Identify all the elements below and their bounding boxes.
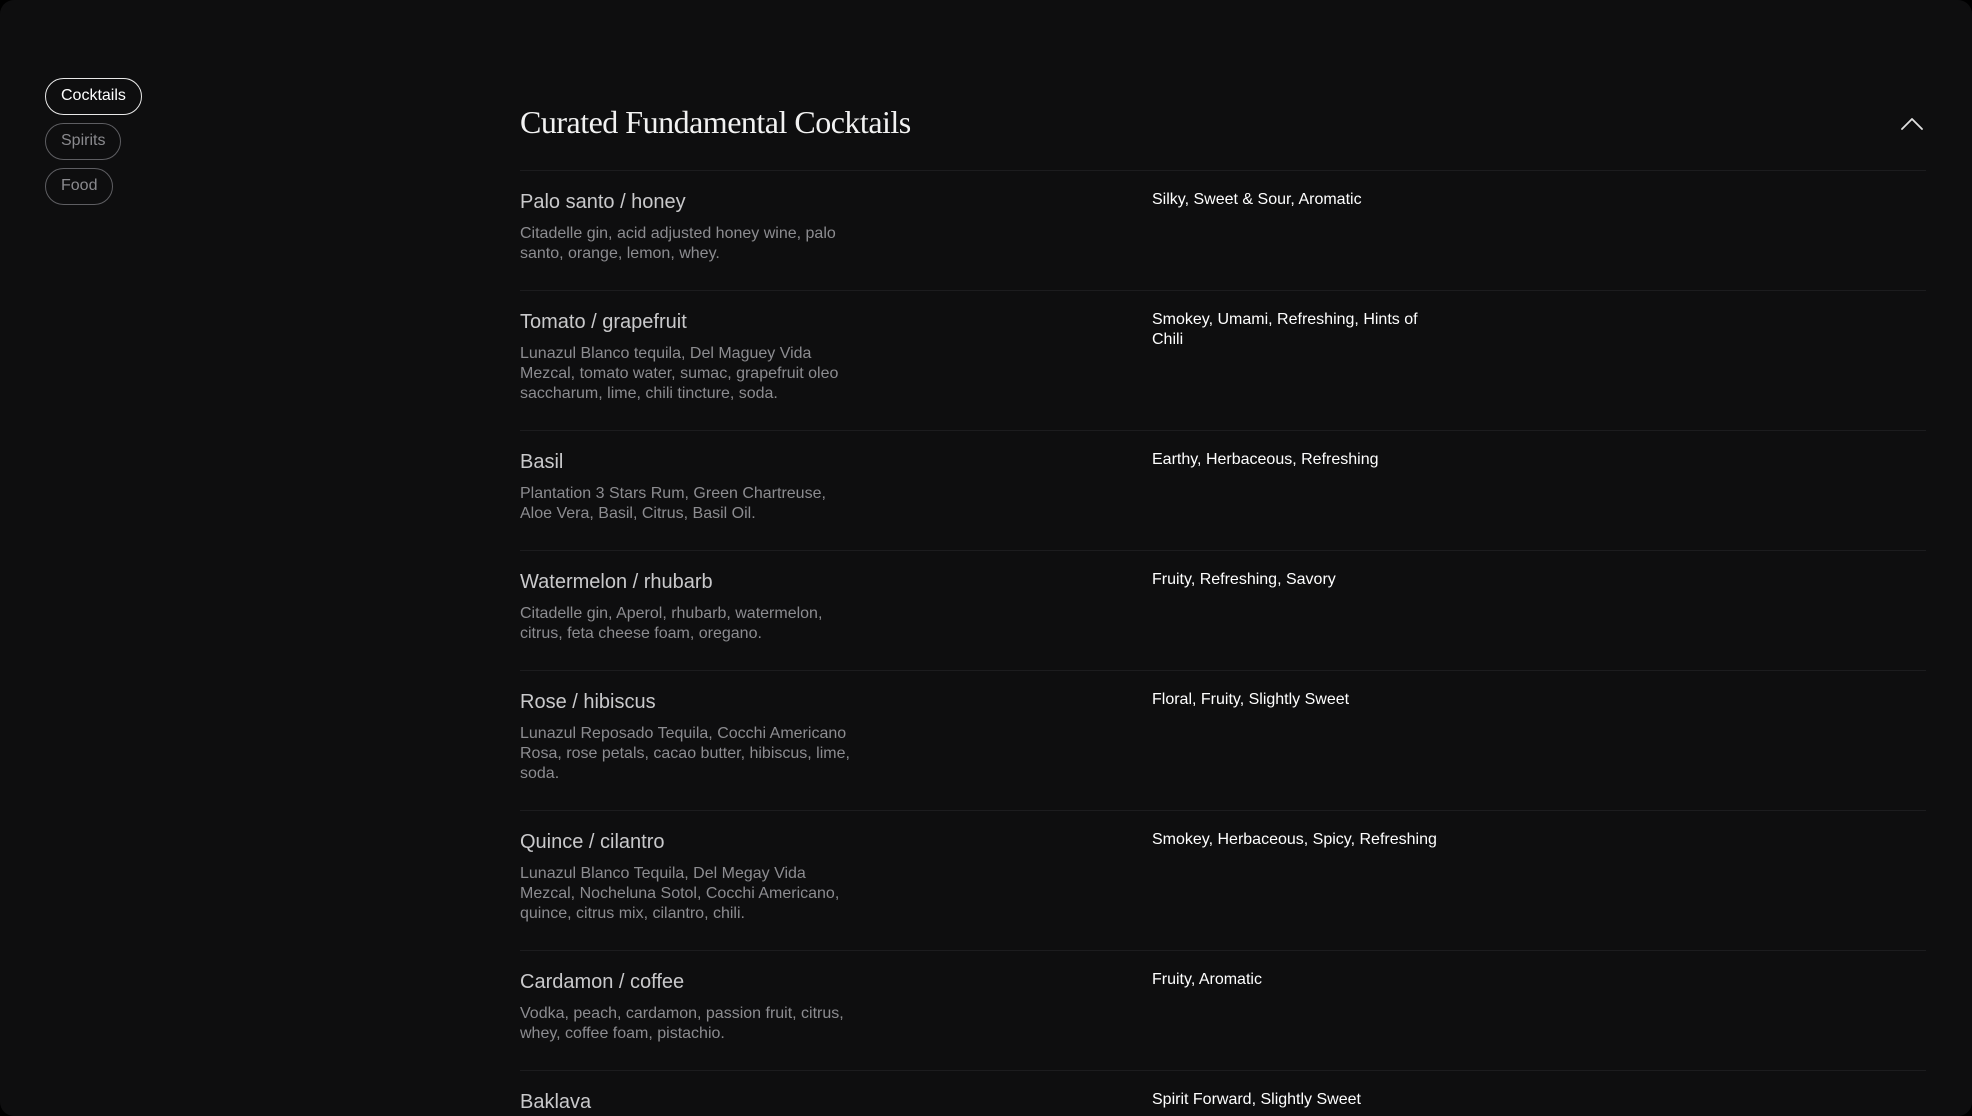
menu-item-details <box>520 450 860 524</box>
menu-item-flavor-notes: Earthy, Herbaceous, Refreshing <box>1152 451 1379 468</box>
menu-item <box>520 551 1926 671</box>
nav-pill-spirits[interactable]: Spirits <box>45 123 121 160</box>
nav-pill-cocktails[interactable]: Cocktails <box>45 78 142 115</box>
menu-item-description: Lunazul Reposado Tequila, Cocchi Americano Rosa, rose petals, cacao butter, hibiscus, lime, soda. <box>520 725 850 782</box>
menu-item-description: Lunazul Blanco Tequila, Del Megay Vida Mezcal, Nocheluna Sotol, Cocchi Americano, quince, citrus mix, cilantro, chili. <box>520 865 840 922</box>
category-nav <box>45 78 142 205</box>
menu-section <box>520 90 1926 1116</box>
menu-item <box>520 951 1926 1071</box>
menu-item-details <box>520 690 860 784</box>
menu-item-details <box>520 190 860 264</box>
menu-item-name: Watermelon / rhubarb <box>520 571 713 593</box>
menu-item-details <box>520 310 860 404</box>
menu-item-flavor-notes: Fruity, Aromatic <box>1152 971 1262 988</box>
menu-item-flavor-notes: Floral, Fruity, Slightly Sweet <box>1152 691 1350 708</box>
menu-item <box>520 1071 1926 1116</box>
section-title: Curated Fundamental Cocktails <box>520 104 911 140</box>
menu-item-name: Palo santo / honey <box>520 191 686 213</box>
menu-item-flavor-notes: Smokey, Umami, Refreshing, Hints of Chili <box>1152 311 1418 348</box>
menu-item-details <box>520 570 860 644</box>
menu-item-flavor-notes: Spirit Forward, Slightly Sweet <box>1152 1091 1361 1108</box>
menu-item-name: Tomato / grapefruit <box>520 311 687 333</box>
menu-item <box>520 811 1926 951</box>
menu-item-description: Vodka, peach, cardamon, passion fruit, citrus, whey, coffee foam, pistachio. <box>520 1005 844 1042</box>
menu-item-description: Lunazul Blanco tequila, Del Maguey Vida Mezcal, tomato water, sumac, grapefruit oleo saccharum, lime, chili tincture, soda. <box>520 345 839 402</box>
menu-item <box>520 291 1926 431</box>
chevron-up-icon <box>1898 110 1926 138</box>
menu-item-details <box>520 830 860 924</box>
menu-item-name: Cardamon / coffee <box>520 971 685 993</box>
menu-item-flavor-notes: Smokey, Herbaceous, Spicy, Refreshing <box>1152 831 1437 848</box>
menu-item-description: Citadelle gin, acid adjusted honey wine, palo santo, orange, lemon, whey. <box>520 225 836 262</box>
menu-item-name: Quince / cilantro <box>520 831 665 853</box>
menu-item-description: Citadelle gin, Aperol, rhubarb, watermelon, citrus, feta cheese foam, oregano. <box>520 605 823 642</box>
collapse-toggle-button[interactable] <box>1898 110 1926 138</box>
menu-item-details <box>520 970 860 1044</box>
menu-item-details <box>520 1090 860 1114</box>
menu-item-description: Plantation 3 Stars Rum, Green Chartreuse, Aloe Vera, Basil, Citrus, Basil Oil. <box>520 485 826 522</box>
section-header <box>520 90 1926 171</box>
menu-item <box>520 671 1926 811</box>
menu-item-name: Rose / hibiscus <box>520 691 656 713</box>
nav-pill-food[interactable]: Food <box>45 168 113 205</box>
menu-item <box>520 431 1926 551</box>
menu-item <box>520 171 1926 291</box>
menu-item-flavor-notes: Silky, Sweet & Sour, Aromatic <box>1152 191 1362 208</box>
menu-item-name: Baklava <box>520 1091 592 1113</box>
menu-item-flavor-notes: Fruity, Refreshing, Savory <box>1152 571 1336 588</box>
menu-item-name: Basil <box>520 451 564 473</box>
